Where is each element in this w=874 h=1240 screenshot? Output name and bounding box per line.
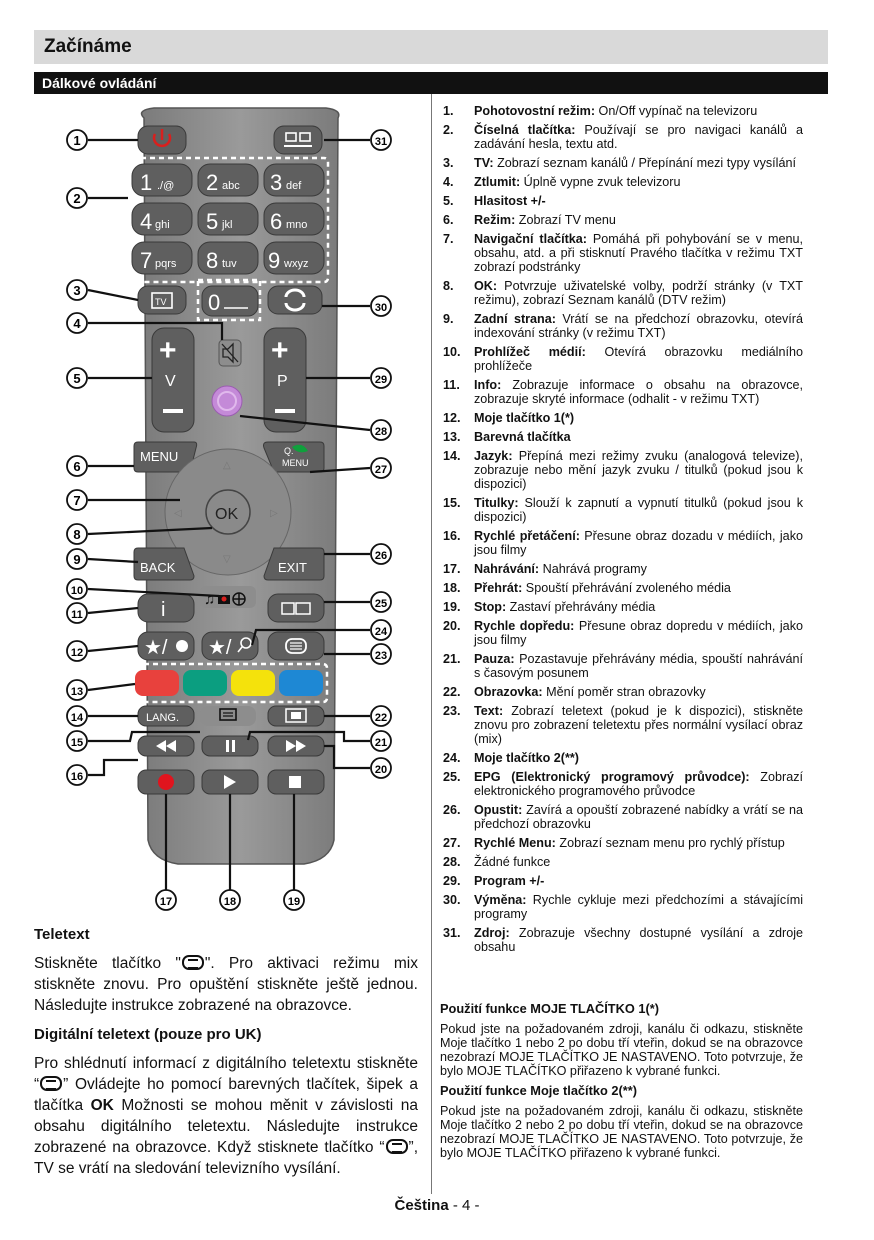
svg-text:17: 17	[159, 896, 173, 908]
volume-rocker	[152, 328, 194, 432]
list-item-text: EPG (Elektronický programový průvodce): Zobrazí elektronického programového průvodce	[474, 770, 803, 798]
list-item-text: Info: Zobrazuje informace o obsahu na obrazovce, zobrazuje skryté informace (odhalit - v režimu TXT)	[474, 378, 803, 406]
callout-16	[67, 765, 87, 785]
svg-text:11: 11	[71, 609, 83, 621]
language-button	[138, 706, 194, 726]
list-item-number: 6.	[443, 213, 454, 227]
svg-text:+: +	[271, 334, 289, 367]
list-item	[443, 926, 803, 954]
list-item	[443, 685, 803, 699]
svg-text:3: 3	[270, 170, 283, 195]
list-item-text: Pauza: Pozastavuje přehrávány média, spouští nahrávání s časovým posunem	[474, 652, 803, 680]
list-item-number: 22.	[443, 685, 461, 699]
power-button	[138, 126, 186, 154]
callout-21	[371, 731, 391, 751]
list-item-number: 14.	[443, 449, 461, 463]
svg-text:4: 4	[73, 316, 81, 331]
svg-text:Q.: Q.	[284, 446, 294, 456]
svg-text:7: 7	[140, 248, 153, 273]
svg-text:2: 2	[206, 170, 219, 195]
svg-text:wxyz: wxyz	[284, 258, 309, 270]
callout-20	[371, 758, 391, 778]
svg-text:27: 27	[374, 464, 388, 476]
list-item-number: 23.	[443, 704, 461, 718]
zero-button	[202, 286, 258, 316]
my-button-1-heading: Použití funkce MOJE TLAČÍTKO 1(*)	[440, 1001, 659, 1016]
list-item-text: Text: Zobrazí teletext (pokud je k dispozici), stiskněte znovu pro zobrazení teletextu přes normální vysílací obraz (mix)	[474, 704, 803, 746]
footer-language: Čeština	[394, 1197, 449, 1214]
list-item	[443, 874, 803, 888]
svg-text:7: 7	[73, 493, 81, 508]
svg-text:▽: ▽	[223, 554, 231, 565]
svg-text:MENU: MENU	[140, 449, 179, 464]
list-item	[443, 194, 803, 208]
record-button	[138, 770, 194, 794]
svg-text:tuv: tuv	[222, 258, 237, 270]
tv-button	[138, 286, 186, 314]
list-item-number: 8.	[443, 279, 454, 293]
list-item-text: Přehrát: Spouští přehrávání zvoleného média	[474, 581, 731, 595]
svg-text:EXIT: EXIT	[278, 560, 307, 575]
svg-text:0: 0	[208, 290, 221, 315]
list-item	[443, 619, 803, 647]
svg-text:22: 22	[374, 712, 388, 724]
my-button-2	[202, 632, 258, 660]
callout-28	[371, 420, 391, 440]
my-button-notes	[440, 1002, 803, 1166]
svg-text:18: 18	[223, 896, 237, 908]
list-item-number: 16.	[443, 529, 461, 543]
list-item-number: 11.	[443, 378, 460, 392]
svg-text:13: 13	[70, 686, 84, 698]
callout-3	[67, 280, 87, 300]
exit-button	[264, 548, 324, 580]
list-item	[443, 704, 803, 746]
svg-text:V: V	[165, 373, 176, 390]
list-item	[443, 581, 803, 595]
page-number: - 4 -	[448, 1197, 480, 1214]
svg-text:mno: mno	[286, 219, 308, 231]
list-item-number: 30.	[443, 893, 461, 907]
list-item	[443, 803, 803, 831]
list-item-text: Zdroj: Zobrazuje všechny dostupné vysílání a zdroje obsahu	[474, 926, 803, 954]
list-item-text: Žádné funkce	[474, 855, 551, 869]
list-item	[443, 156, 803, 170]
svg-text:12: 12	[70, 647, 84, 659]
svg-text:LANG.: LANG.	[146, 712, 180, 724]
list-item-number: 2.	[443, 123, 454, 137]
list-item-text: Barevná tlačítka	[474, 430, 571, 444]
callout-23	[371, 644, 391, 664]
list-item-number: 31.	[443, 926, 461, 940]
svg-text:jkl: jkl	[222, 219, 233, 231]
callout-4	[67, 313, 87, 333]
svg-text:16: 16	[70, 771, 84, 783]
callout-19	[284, 890, 304, 910]
page-title-bar	[34, 30, 828, 64]
svg-text:abc: abc	[222, 180, 240, 192]
svg-text:def: def	[286, 180, 302, 192]
list-item	[443, 562, 803, 576]
svg-text:i: i	[161, 599, 166, 621]
list-item-number: 21.	[443, 652, 461, 666]
rewind-button	[138, 736, 194, 756]
swap-button	[268, 286, 322, 314]
list-item-number: 17.	[443, 562, 461, 576]
my-button-2-heading: Použití funkce Moje tlačítko 2(**)	[440, 1083, 637, 1098]
list-item-number: 27.	[443, 836, 461, 850]
teletext-icon	[182, 955, 204, 970]
fast-forward-button	[268, 736, 324, 756]
list-item-text: Prohlížeč médií: Otevírá obrazovku mediálního prohlížeče	[474, 345, 803, 373]
svg-text:TV: TV	[155, 297, 167, 307]
list-item-number: 24.	[443, 751, 461, 765]
callout-17	[156, 890, 176, 910]
list-item	[443, 279, 803, 307]
list-item	[443, 345, 803, 373]
list-item-text: Navigační tlačítka: Pomáhá při pohybování se v menu, obsahu, atd. a při stisknutí Pravého tlačítka v režimu TXT zobrazí podstránky	[474, 232, 804, 274]
list-item-number: 15.	[443, 496, 461, 510]
list-item	[443, 312, 803, 340]
svg-text:BACK: BACK	[140, 560, 176, 575]
list-item-number: 18.	[443, 581, 461, 595]
list-item-text: Zadní strana: Vrátí se na předchozí obrazovku, otevírá indexování stránky (v režimu TXT)	[474, 312, 804, 340]
list-item-number: 29.	[443, 874, 461, 888]
svg-text:♫: ♫	[204, 591, 216, 608]
callout-26	[371, 544, 391, 564]
page-footer	[0, 1197, 874, 1214]
callout-5	[67, 368, 87, 388]
svg-text:MENU: MENU	[282, 458, 309, 468]
list-item-number: 28.	[443, 855, 461, 869]
text-button	[268, 632, 324, 660]
svg-text:14: 14	[70, 712, 84, 724]
list-item	[443, 836, 803, 850]
list-item-number: 10.	[443, 345, 461, 359]
svg-text:23: 23	[374, 650, 388, 662]
svg-text:./@: ./@	[157, 180, 175, 192]
callout-11	[67, 603, 87, 623]
svg-text:20: 20	[374, 764, 388, 776]
callout-31	[371, 130, 391, 150]
list-item-text: Hlasitost +/-	[474, 194, 546, 208]
svg-text:2: 2	[73, 191, 81, 206]
teletext-icon	[40, 1076, 62, 1091]
list-item-number: 19.	[443, 600, 461, 614]
epg-button	[268, 594, 324, 622]
svg-text:24: 24	[374, 626, 388, 638]
list-item	[443, 123, 803, 151]
list-item	[443, 175, 803, 189]
svg-text:28: 28	[374, 426, 388, 438]
list-item-number: 5.	[443, 194, 454, 208]
teletext-paragraph: Stiskněte tlačítko " ". Pro aktivaci režimu mix stiskněte znovu. Pro opuštění stiskněte ještě jednou. Následujte instrukce zobrazené na obrazovce.	[34, 955, 419, 1014]
callout-9	[67, 549, 87, 569]
svg-text:25: 25	[374, 598, 388, 610]
svg-text:29: 29	[374, 374, 388, 386]
list-item-text: Program +/-	[474, 874, 545, 888]
pause-button	[202, 736, 258, 756]
callout-15	[67, 731, 87, 751]
svg-text:◁: ◁	[174, 508, 182, 519]
list-item	[443, 652, 803, 680]
list-item	[443, 770, 803, 798]
svg-text:5: 5	[206, 209, 219, 234]
list-item	[443, 430, 803, 444]
svg-text:10: 10	[70, 585, 84, 597]
teletext-icon	[386, 1139, 408, 1154]
list-item-number: 3.	[443, 156, 454, 170]
svg-text:OK: OK	[215, 506, 239, 523]
list-item	[443, 378, 803, 406]
svg-text:6: 6	[73, 459, 81, 474]
callout-27	[371, 458, 391, 478]
media-browser-button	[200, 586, 256, 608]
svg-text:26: 26	[374, 550, 388, 562]
callout-1	[67, 130, 87, 150]
svg-text:8: 8	[206, 248, 219, 273]
list-item-number: 9.	[443, 312, 454, 326]
svg-text:1: 1	[140, 170, 153, 195]
list-item-number: 25.	[443, 770, 461, 784]
list-item	[443, 213, 803, 227]
list-item	[443, 232, 803, 274]
play-button	[202, 770, 258, 794]
list-item-text: Titulky: Slouží k zapnutí a vypnutí titulků (pokud jsou k dispozici)	[474, 496, 803, 524]
svg-text:△: △	[223, 460, 231, 471]
list-item-text: Opustit: Zavírá a opouští zobrazené nabídky a vrátí se na předchozí obrazovku	[474, 803, 803, 831]
stop-button	[268, 770, 324, 794]
svg-text:4: 4	[140, 209, 153, 234]
remote-control-illustration	[34, 100, 424, 915]
list-item	[443, 411, 803, 425]
my-button-1	[138, 632, 194, 660]
list-item-text: Rychle dopředu: Přesune obraz dopredu v médiích, jako jsou filmy	[474, 619, 803, 647]
list-item	[443, 496, 803, 524]
list-item-text: Rychlé přetáčení: Přesune obraz dozadu v médiích, jako jsou filmy	[474, 529, 803, 557]
list-item	[443, 855, 803, 869]
callout-24	[371, 620, 391, 640]
digital-teletext-heading: Digitální teletext (pouze pro UK)	[34, 1026, 262, 1043]
svg-text:P: P	[277, 373, 288, 390]
list-item-text: Rychlé Menu: Zobrazí seznam menu pro rychlý přístup	[474, 836, 785, 850]
svg-text:★/: ★/	[144, 637, 168, 659]
callout-14	[67, 706, 87, 726]
back-button	[134, 548, 194, 580]
list-item-text: Nahrávání: Nahrává programy	[474, 562, 647, 576]
list-item	[443, 893, 803, 921]
page-title: Začínáme	[44, 36, 132, 57]
list-item-text: Moje tlačítko 1(*)	[474, 411, 575, 425]
svg-text:8: 8	[73, 527, 81, 542]
list-item	[443, 600, 803, 614]
svg-text:30: 30	[374, 302, 388, 314]
svg-text:▷: ▷	[270, 508, 278, 519]
callout-13	[67, 680, 87, 700]
svg-text:★/: ★/	[208, 637, 232, 659]
info-button	[138, 594, 194, 622]
list-item	[443, 104, 803, 118]
list-item-number: 26.	[443, 803, 461, 817]
svg-text:19: 19	[287, 896, 301, 908]
button-function-list	[443, 104, 803, 959]
mute-button	[219, 340, 241, 366]
list-item-text: Stop: Zastaví přehrávány média	[474, 600, 656, 614]
list-item-text: OK: Potvrzuje uživatelské volby, podrží stránky (v TXT režimu), zobrazí Seznam kanálů (DTV režim)	[474, 279, 803, 307]
callout-18	[220, 890, 240, 910]
svg-text:1: 1	[73, 133, 81, 148]
my-button-2-paragraph: Pokud jste na požadovaném zdroji, kanálu či odkazu, stiskněte Moje tlačítko 2 nebo 2 po dobu tří vteřin, dokud se na obrazovce nezobrazí MOJE TLAČÍTKO JE NASTAVENO. Toto potvrzuje, že bylo MOJE TLAČÍTKO přiřazeno k vybrané funkci.	[440, 1104, 803, 1160]
list-item-number: 20.	[443, 619, 461, 633]
list-item	[443, 449, 803, 491]
callout-30	[371, 296, 391, 316]
list-item-number: 1.	[443, 104, 454, 118]
my-button-1-paragraph: Pokud jste na požadovaném zdroji, kanálu či odkazu, stiskněte Moje tlačítko 1 nebo 2 po dobu tří vteřin, dokud se na obrazovce nezobrazí MOJE TLAČÍTKO JE NASTAVENO. Toto potvrzuje, že bylo MOJE TLAČÍTKO přiřazeno k vybrané funkci.	[440, 1022, 803, 1078]
svg-text:ghi: ghi	[155, 219, 170, 231]
list-item-number: 12.	[443, 411, 461, 425]
callout-29	[371, 368, 391, 388]
list-item-number: 7.	[443, 232, 454, 246]
program-rocker	[264, 328, 306, 432]
list-item-text: Režim: Zobrazí TV menu	[474, 213, 616, 227]
list-item-text: Moje tlačítko 2(**)	[474, 751, 579, 765]
screen-button	[268, 706, 324, 726]
svg-text:pqrs: pqrs	[155, 258, 177, 270]
svg-text:21: 21	[374, 737, 388, 749]
svg-text:9: 9	[73, 552, 81, 567]
list-item-text: Jazyk: Přepíná mezi režimy zvuku (analogová televize), zobrazuje nebo mění jazyk zvuku / titulků (pokud jsou k dispozici)	[474, 449, 803, 491]
callout-6	[67, 456, 87, 476]
number-keys	[132, 164, 324, 274]
callout-7	[67, 490, 87, 510]
list-item-text: TV: Zobrazí seznam kanálů / Přepínání mezi typy vysílání	[474, 156, 796, 170]
section-title: Dálkové ovládání	[42, 75, 157, 91]
teletext-heading: Teletext	[34, 926, 90, 943]
source-button	[274, 126, 322, 154]
svg-text:3: 3	[73, 283, 81, 298]
list-item-text: Číselná tlačítka: Používají se pro navigaci kanálů a zadávání hesla, textu atd.	[474, 123, 803, 151]
callout-8	[67, 524, 87, 544]
svg-text:15: 15	[70, 737, 84, 749]
list-item-text: Výměna: Rychle cykluje mezi předchozími a stávajícími programy	[474, 893, 803, 921]
svg-text:9: 9	[268, 248, 281, 273]
callout-10	[67, 579, 87, 599]
svg-text:5: 5	[73, 371, 81, 386]
list-item-text: Obrazovka: Mění poměr stran obrazovky	[474, 685, 706, 699]
callout-2	[67, 188, 87, 208]
callout-25	[371, 592, 391, 612]
svg-text:31: 31	[374, 136, 388, 148]
digital-teletext-paragraph: Pro shlédnutí informací z digitálního teletextu stiskněte “ ” Ovládejte ho pomocí barevných tlačítek, šipek a tlačítka OK Možnosti se mohou měnit v závislosti na obsahu digitálního teletextu. Následujte instrukce zobrazené na obrazovce. Když stisknete tlačítko “ ”, TV se vrátí na sledování televizního vysílání.	[34, 1055, 418, 1177]
callout-22	[371, 706, 391, 726]
list-item	[443, 751, 803, 765]
teletext-section	[34, 924, 418, 1187]
list-item	[443, 529, 803, 557]
svg-text:6: 6	[270, 209, 283, 234]
list-item-text: Ztlumit: Úplně vypne zvuk televizoru	[474, 175, 681, 189]
svg-text:+: +	[159, 334, 177, 367]
list-item-number: 13.	[443, 430, 461, 444]
no-function-button	[212, 386, 242, 416]
callout-12	[67, 641, 87, 661]
list-item-text: Pohotovostní režim: On/Off vypínač na televizoru	[474, 104, 758, 118]
section-title-bar	[34, 72, 828, 94]
column-divider	[431, 94, 432, 1194]
subtitle-button	[200, 706, 256, 726]
list-item-number: 4.	[443, 175, 454, 189]
